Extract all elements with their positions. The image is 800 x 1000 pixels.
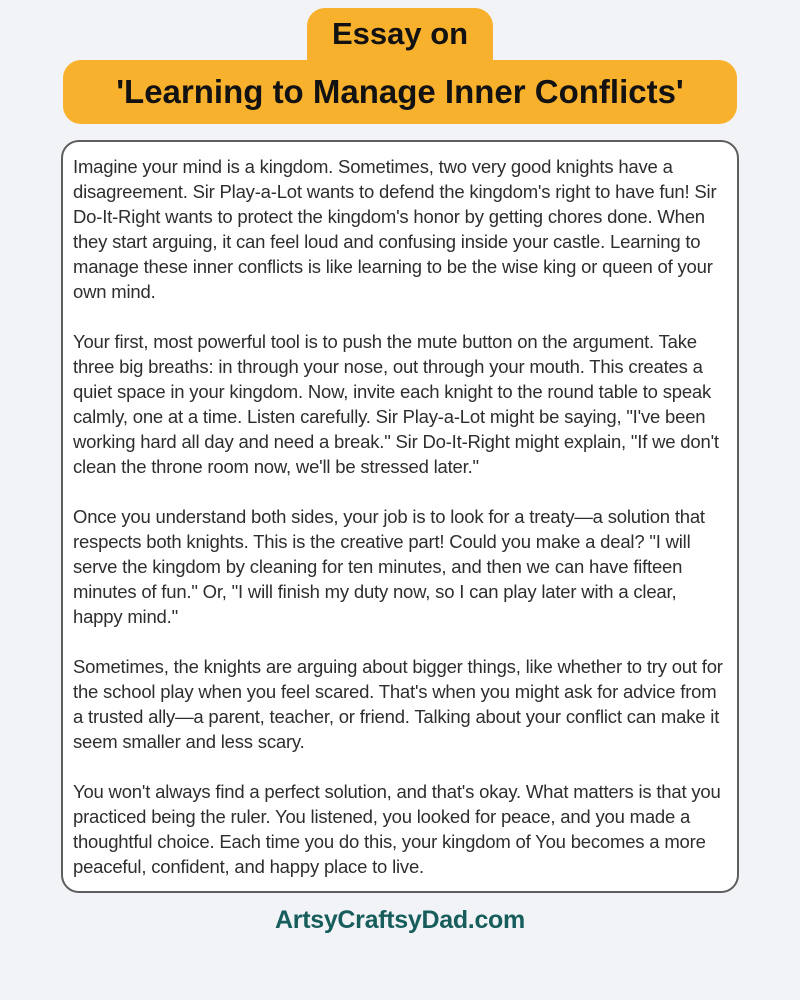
essay-paragraph: Your first, most powerful tool is to push the mute button on the argument. Take three big breaths: in through your nose, out through your mouth. This creates a quiet space in your kingdom. Now, invite each knight to the round table to speak calmly, one at a time. Listen carefully. Sir Play-a-Lot might be saying, "I've been working hard all day and need a break." Sir Do-It-Right might explain, "If we don't clean the throne room now, we'll be stressed later." [73,331,719,477]
essay-paragraph: Once you understand both sides, your job is to look for a treaty—a solution that respects both knights. This is the creative part! Could you make a deal? "I will serve the kingdom by cleaning for ten minutes, and then we can have fifteen minutes of fun." Or, "I will finish my duty now, so I can play later with a clear, happy mind." [73,506,705,627]
essay-paragraph: You won't always find a perfect solution, and that's okay. What matters is that you practiced being the ruler. You listened, you looked for peace, and you made a thoughtful choice. Each time you do this, your kingdom of You becomes a more peaceful, confident, and happy place to live. [73,781,721,877]
eyebrow-text: Essay on [331,16,469,51]
essay-paragraph: Sometimes, the knights are arguing about bigger things, like whether to try out for the school play when you feel scared. That's when you might ask for advice from a trusted ally—a parent, teacher, or friend. Talking about your conflict can make it seem smaller and less scary. [73,656,723,752]
title-badge [63,60,737,124]
footer [0,906,800,935]
essay-paragraph: Imagine your mind is a kingdom. Sometimes, two very good knights have a disagreement. Sir Play-a-Lot wants to defend the kingdom's right to have fun! Sir Do-It-Right wants to protect the kingdom's honor by getting chores done. When they start arguing, it can feel loud and confusing inside your castle. Learning to manage these inner conflicts is like learning to be the wise king or queen of your own mind. [73,156,717,302]
page-title: 'Learning to Manage Inner Conflicts' [116,73,684,110]
site-name: ArtsyCraftsyDad.com [275,906,525,934]
essay-card [61,140,739,893]
essay-header [0,0,800,124]
eyebrow-badge [307,8,493,60]
